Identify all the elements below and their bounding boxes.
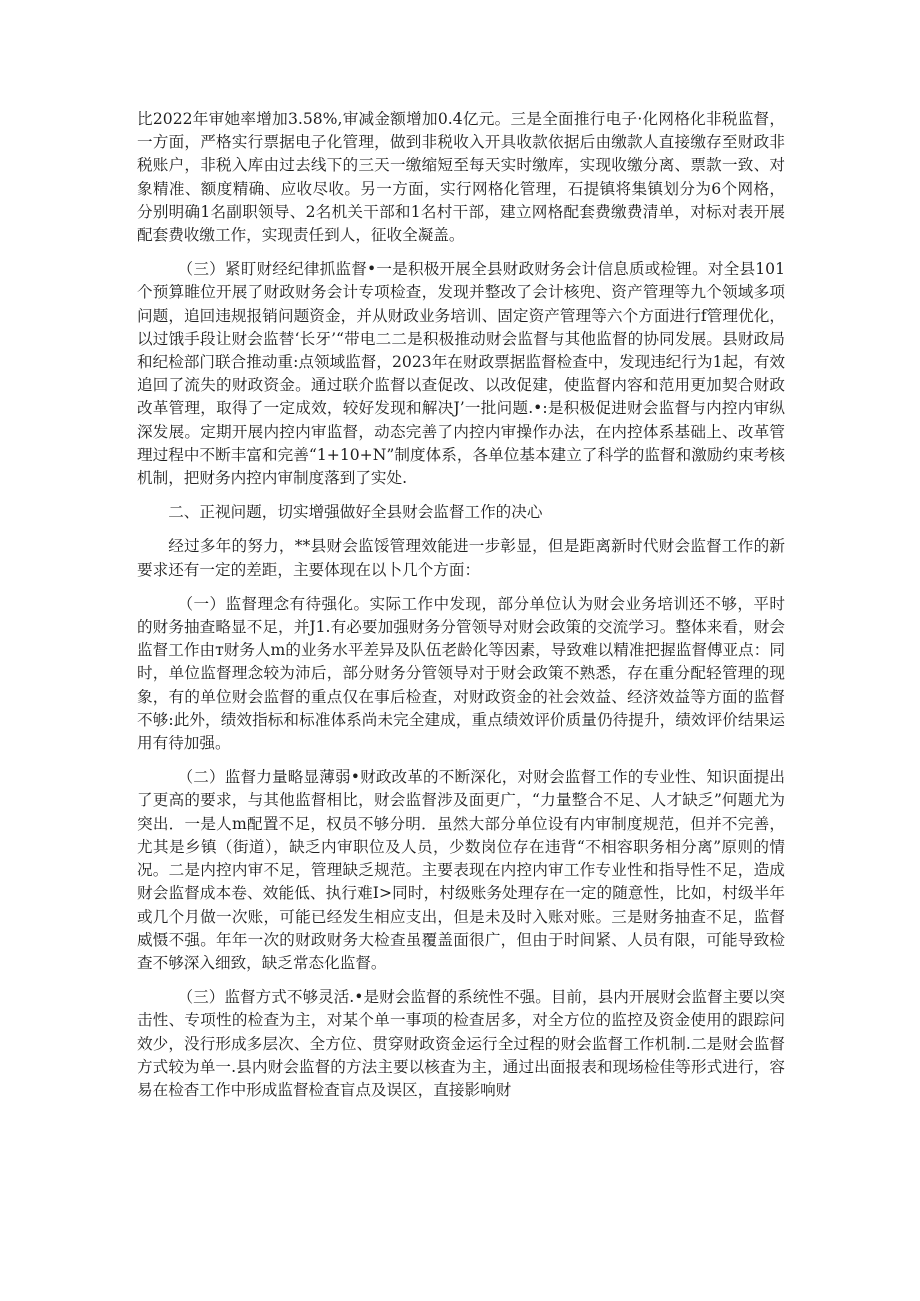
- paragraph-section-three-financial-discipline: （三）紧盯财经纪律抓监督•一是积极开展全县财政财务会计信息质或检锂。对全县101个预算睢位开展了财政财务会计专项检查，发现并整改了会计核兜、资产管理等九个领域多项问题，追回违规报销问题资金，并从财政业务培训、固定资产管理等六个方面进行f管理优化，以过饿手段让财会监替‘长牙’“带电二二是积极推动财会监督与其他监督的协同发展。县财政局和纪检部门联合推动重:点领域监督，2023年在财政票据监督检查中，发现违纪行为1起，有效追回了流失的财政资金。通过联介监督以查促改、以改促建，使监督内容和范用更加契合财政改革管理，取得了一定成效，较好发现和解决J’一批问题.•:是积极促进财会监督与内控内审纵深发展。定期开展内控内审监督，动态完善了内控内审操作办法，在内控体系基础上、改革管理过程中不断丰富和完善“1+10+N”制度体系，各单位基本建立了科学的监督和激励约束考核机制，把财务内控内审制度落到了实处.: [137, 260, 785, 488]
- paragraph-continuation: 比2022年审她率增加3.58%,审减金额增加0.4亿元。三是全面推行电子·化网格化非税监督，一方面，严格实行票据电子化管理，做到非税收入开具收款依据后由缴款人直接缴存至财政非税账户，非税入库由过去线下的三天一缴缩短至每天实时缴库，实现收缴分离、票款一致、对象精准、额度精确、应收尽收。另一方面，实行网格化管理，石提镇将集镇划分为6个网格，分别明确1名副职领导、2名机关干部和1名村干部，建立网格配套费缴费清单，对标对表开展配套费收缴工作，实现责任到人，征收全凝盖。: [137, 110, 785, 245]
- section-heading-two: 二、正视问题，切实增强做好全县财会监督工作的决心: [168, 503, 543, 522]
- paragraph-problem-one-concept: （一）监督理念有待强化。实际工作中发现，部分单位认为财会业务培训还不够，平时的财务抽查略显不足，并J1.有必要加强财务分管领导对财会政策的交流学习。整体来看，财会监督工作由т财务人m的业务水平差异及队伍老龄化等因素，导致难以精准把握监督傅亚点：同时，单位监督理念较为沛后，部分财务分管领导对于财会政策不熟悉，存在重分配轻管理的现象，有的单位财会监督的重点仅在事后检查，对财政资金的社会效益、经济效益等方面的监督不够:此外，绩效指标和标准体系尚未完全建成，重点绩效评价质量仍待提升，绩效评价结果运用有待加强。: [137, 594, 785, 753]
- paragraph-problem-three-methods: （三）监督方式不够灵活.•是财会监督的系统性不强。目前，县内开展财会监督主要以突击性、专项性的检查为主，对某个单一事项的检查居多，对全方位的监控及资金使用的跟踪问效少，没行形成多层次、全方位、贯穿财政资金运行全过程的财会监督工作机制.二是财会监督方式较为单一.县内财会监督的方法主要以核査为主，通过出面报表和现场检佳等形式进行，容易在检杳工作中形成监督检査盲点及误区，直接影响财: [137, 988, 785, 1099]
- paragraph-intro-problems: 经过多年的努力，**县财会监馁管理效能进一步彰显，但是距离新时代财会监督工作的新要求还有一定的差距，主要体现在以卜几个方面：: [137, 537, 785, 579]
- paragraph-problem-two-capacity: （二）监督力量略显薄弱•财政改革的不断深化，对财会监督工作的专业性、知识面提出了更高的要求，与其他监督相比，财会监督涉及面更广，“力量整合不足、人才缺乏”何题尤为突出．一是人m配置不足，权员不够分明．虽然大部分单位设有内审制度规范，但并不完善，尤其是乡镇（街道），缺乏内审职位及人员，少数岗位存在违背“不相容职务相分离”原则的情况。二是内控内审不足，管理缺乏规范。主要表现在内控内审工作专业性和指导性不足，造成财会监督成本卷、效能低、执行难I>同时，村级账务处理存在一定的随意性，比如，村级半年或几个月做一次账，可能已经发生相应支出，但是未及时入账对账。三是财务抽查不足，监督威慑不强。年年一次的财政财务大检查虽覆盖面很广，但由于时间紧、人员有限，可能导致检查不够深入细致，缺乏常态化监督。: [137, 768, 785, 972]
- document-body: [137, 108, 785, 1113]
